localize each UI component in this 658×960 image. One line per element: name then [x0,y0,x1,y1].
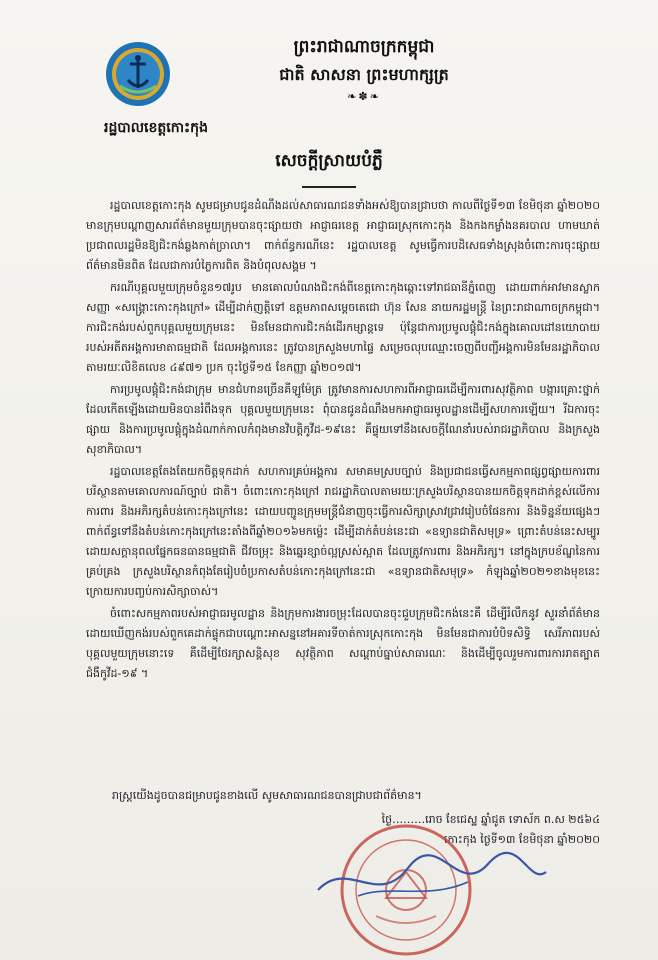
document-title: សេចក្ដីស្រាយបំភ្លឺ [275,151,383,171]
lunar-date: ថ្ងៃ………រោច ខែជេស្ឋ ឆ្នាំជូត ទោស័ក ព.ស ២៥៦៤ [381,813,600,826]
body-paragraph: ការប្រមូលផ្ដុំជិះកង់ជាក្រុម មានជំហានច្រើនគីឡូម៉ែត្រ ត្រូវមានការសហការពីអាជ្ញាធរដើម្បីការពារសុវត្ថិភាព បង្ការគ្រោះថ្នាក់ដែលកើតឡើងដោយមិនបានរំពឹងទុក បុគ្គលមួយក្រុមនេះ ពុំបានជូនដំណឹងមកអាជ្ញាធរមូលដ្ឋានដើម្បីសហការឡើយ។ រីឯការចុះផ្សាយ និងការប្រមូលផ្ដុំក្នុងដំណាក់កាលកំពុងមានវិបត្តិកូវីដ-១៩នេះ គឺផ្ទុយទៅនឹងសេចក្ដីណែនាំរបស់រាជរដ្ឋាភិបាល និងក្រសួងសុខាភិបាល។ [86,383,600,456]
header-ornament: ❧✽❧ [347,90,381,103]
body-paragraph: ករណីបុគ្គលមួយក្រុមចំនួន១៧រូប មានគោលបំណងជិះកង់ពីខេត្តកោះកុងឆ្ពោះទៅរាជធានីភ្នំពេញ ដោយពាក់អាវមានស្លាកសញ្ញា «សង្គ្រោះកោះកុងក្រៅ» ដើម្បីដាក់ញត្តិទៅ ឧត្តមភាពសម្ដេចតេជោ ហ៊ុន សែន នាយករដ្ឋមន្ត្រី នៃព្រះរាជាណាចក្រកម្ពុជា។ ការជិះកង់របស់ពួកបុគ្គលមួយក្រុមនេះ មិនមែនជាការជិះកង់ដើរកម្សាន្តទេ ប៉ុន្តែជាការប្រមូលផ្ដុំជិះកង់ក្នុងគោលដៅនយោបាយ របស់អតីតអង្គការមាតាធម្មជាតិ ដែលអង្គការនេះ ត្រូវបានក្រសួងមហាផ្ទៃ សម្រេចលុបឈ្មោះចេញពីបញ្ជីអង្គការមិនមែនរដ្ឋាភិបាល តាមរយៈលិខិតលេខ ៤៩៧១ ប្រក ចុះថ្ងៃទី១៥ ខែកញ្ញា ឆ្នាំ២០១៧។ [86,281,600,374]
provincial-emblem-icon [104,40,172,108]
closing-line: រាស្ត្រយើងដូចបានជម្រាបជូនខាងលើ សូមសាធារណជនបានជ្រាបជាព័ត៌មាន។ [112,789,422,802]
title-divider [302,186,356,188]
solar-date: កោះកុង ថ្ងៃទី១៣ ខែមិថុនា ឆ្នាំ២០២០ [443,833,600,846]
national-motto: ជាតិ សាសនា ព្រះមហាក្សត្រ [279,65,449,84]
body-paragraph: រដ្ឋបាលខេត្តកោះកុង សូមជម្រាបជូនដំណឹងដល់សាធារណជនទាំងអស់ឱ្យបានជ្រាបថា កាលពីថ្ងៃទី១៣ ខែមិថុនា ឆ្នាំ២០២០ មានក្រុមបណ្ដាញសារព័ត៌មានមួយក្រុមបានចុះផ្សាយថា អាជ្ញាធរខេត្ត អាជ្ញាធរស្រុកកោះកុង និងកងកម្លាំងនគរបាល ហាមឃាត់ប្រជាពលរដ្ឋមិនឱ្យជិះកង់ឆ្លងកាត់ច្រាលា។ ពាក់ព័ន្ធករណីនេះ រដ្ឋបាលខេត្ត សូមធ្វើការបដិសេធទាំងស្រុងចំពោះការចុះផ្សាយព័ត៌មានមិនពិត ដែលជាការបំភ្លៃការពិត និងបំពុលសង្គម ។ [86,199,600,272]
body-paragraph: រដ្ឋបាលខេត្តតែងតែយកចិត្តទុកដាក់ សហការគ្រប់អង្គការ សមាគមស្របច្បាប់ និងប្រជាជនធ្វើសកម្មភាពផ្សព្វផ្សាយការពារបរិស្ថានតាមគោលការណ៍ច្បាប់ ជាតិ។ ចំពោះកោះកុងក្រៅ រាជរដ្ឋាភិបាលតាមរយៈក្រសួងបរិស្ថានបានយកចិត្តទុកដាក់ខ្ពស់លើការការពារ និងអភិរក្សតំបន់កោះកុងក្រៅនេះ ដោយបញ្ជូនក្រុមមន្ត្រីជំនាញចុះធ្វើការសិក្សាស្រាវជ្រាវរៀបចំផែនការ និងទិន្នន័យផ្សេងៗពាក់ព័ន្ធទៅនឹងតំបន់កោះកុងក្រៅនេះតាំងពីឆ្នាំ២០១៦មកម្ល៉េះ ដើម្បីដាក់តំបន់នេះជា «ឧទ្យានជាតិសមុទ្រ» ព្រោះតំបន់នេះសម្បូរដោយសក្ដានុពលផ្នែកធនធានធម្មជាតិ ជីវចម្រុះ និងឆ្នេរខ្សាច់ល្អស្រស់ស្អាត ដែលត្រូវការពារ និងអភិរក្ស។ នៅក្នុងក្របខ័ណ្ឌនៃការគ្រប់គ្រង ក្រសួងបរិស្ថានកំពុងតែរៀបចំប្រកាសតំបន់កោះកុងក្រៅនេះជា «ឧទ្យានជាតិសមុទ្រ» កំឡុងឆ្នាំ២០២១ខាងមុខនេះ ក្រោយការបញ្ចប់ការសិក្សាចាស់។ [86,465,600,598]
body-paragraph: ចំពោះសកម្មភាពរបស់អាជ្ញាធរមូលដ្ឋាន និងក្រុមការងារចម្រុះដែលបានចុះជួបក្រុមជិះកង់នេះគឺ ដើម្បីរំលឹកនូវ សួរនាំព័ត៌មាន ដោយឃើញកង់របស់ពួកគេដាក់ផ្ទុកជាបណ្ដោះអាសន្ននៅអគារទីចាត់ការស្រុកកោះកុង មិនមែនជាការបំបិទសិទ្ធិ សេរីភាពរបស់បុគ្គលមួយក្រុមនោះទេ គឺដើម្បីថែរក្សាសន្តិសុខ សុវត្ថិភាព សណ្ដាប់ធ្នាប់សាធារណៈ និងដើម្បីចូលរួមការពារការរាតត្បាតជំងឺកូវីដ-១៩ ។ [86,607,600,680]
document-body [86,196,600,686]
kingdom-name: ព្រះរាជាណាចក្រកម្ពុជា [293,37,435,57]
kingdom-header [244,36,484,103]
signature-icon [298,838,558,918]
issuer-name: រដ្ឋបាលខេត្តកោះកុង [104,120,208,136]
